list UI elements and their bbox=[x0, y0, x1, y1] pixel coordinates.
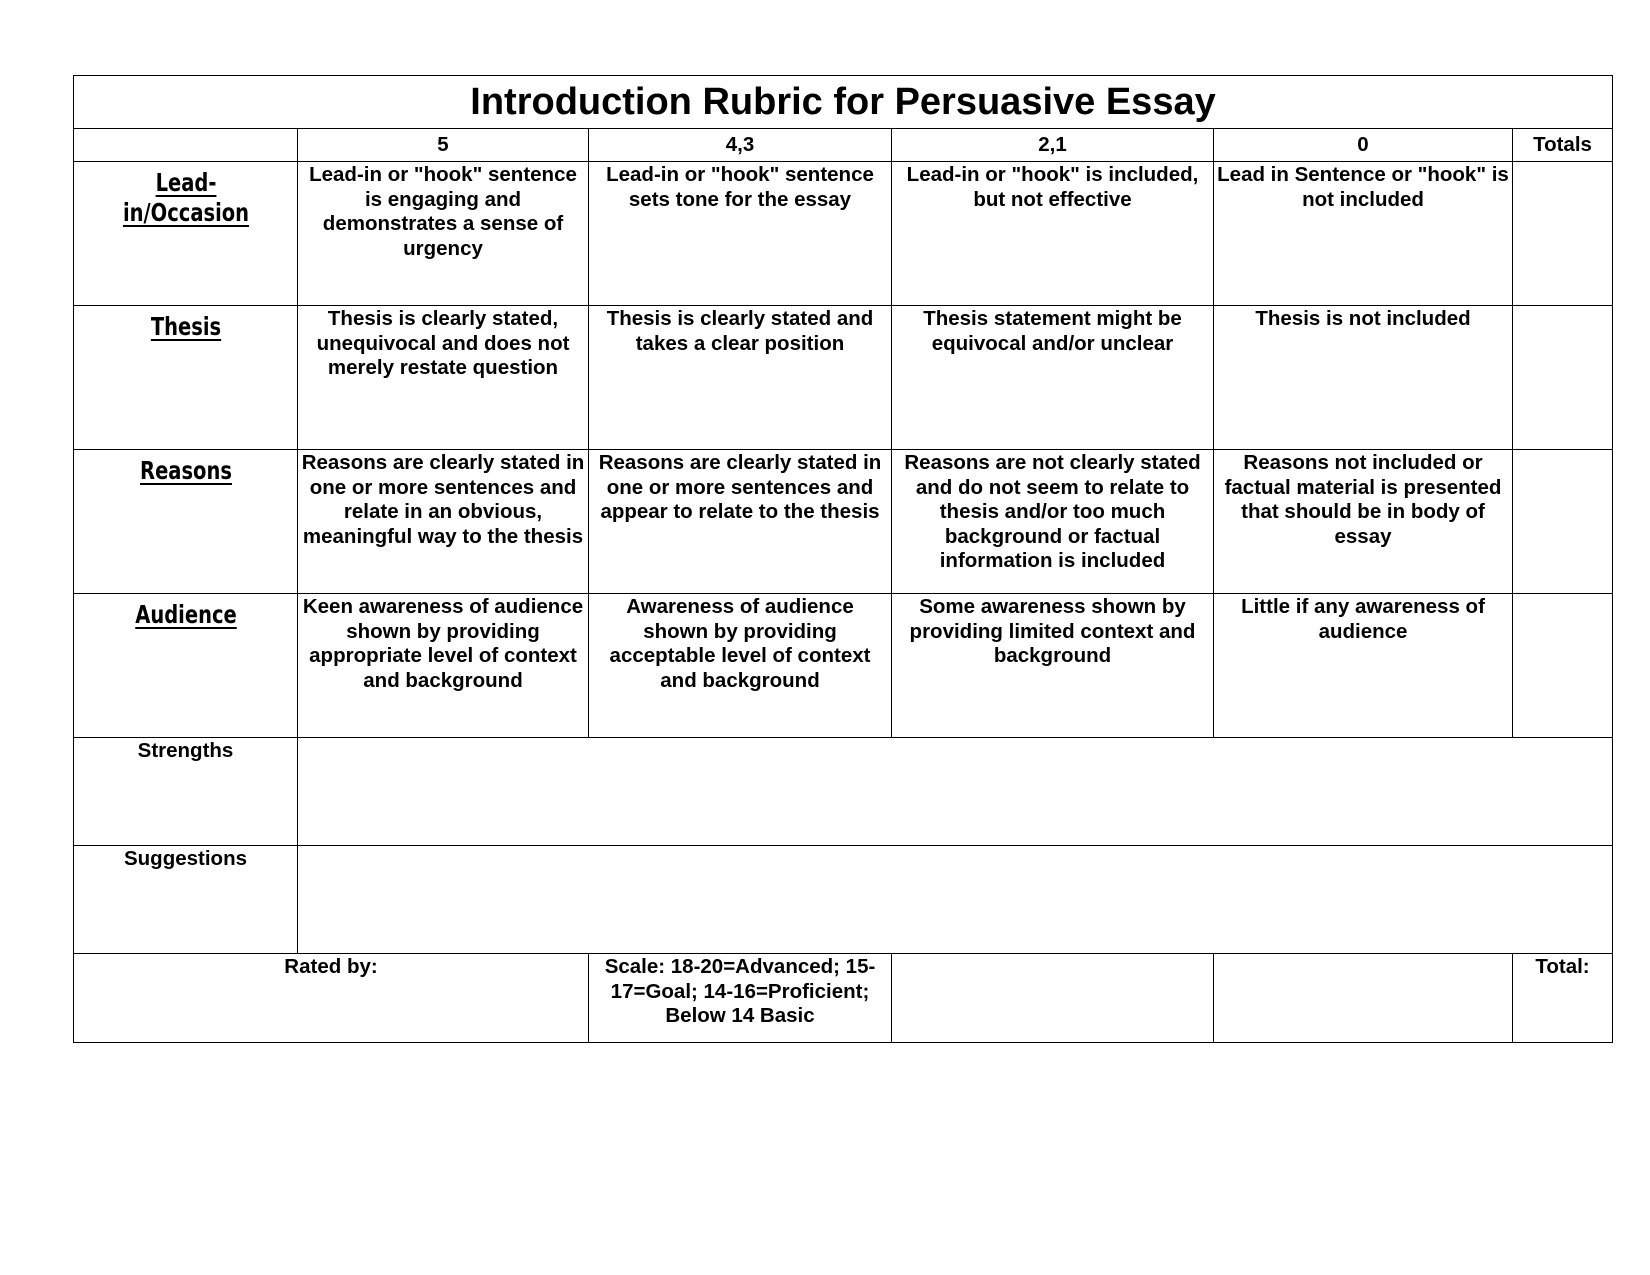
descriptor-cell: Lead in Sentence or "hook" is not included bbox=[1214, 162, 1513, 306]
descriptor-cell: Some awareness shown by providing limited context and background bbox=[892, 594, 1214, 738]
descriptor-cell: Little if any awareness of audience bbox=[1214, 594, 1513, 738]
descriptor-cell: Keen awareness of audience shown by providing appropriate level of context and background bbox=[298, 594, 589, 738]
title-row bbox=[74, 76, 1613, 129]
criterion-row-lead-in bbox=[74, 162, 1613, 306]
descriptor-cell: Lead-in or "hook" sentence sets tone for the essay bbox=[589, 162, 892, 306]
criterion-label-reasons: Reasons bbox=[98, 450, 273, 594]
rated-by-field[interactable]: Rated by: bbox=[74, 954, 589, 1043]
descriptor-cell: Reasons are clearly stated in one or more sentences and relate in an obvious, meaningful way to the thesis bbox=[298, 450, 589, 594]
descriptor-cell: Reasons not included or factual material is presented that should be in body of essay bbox=[1214, 450, 1513, 594]
descriptor-cell: Thesis is clearly stated and takes a clear position bbox=[589, 306, 892, 450]
criterion-row-audience bbox=[74, 594, 1613, 738]
footer-blank-cell bbox=[892, 954, 1214, 1043]
descriptor-cell: Thesis statement might be equivocal and/or unclear bbox=[892, 306, 1214, 450]
strengths-label: Strengths bbox=[74, 738, 298, 846]
footer-blank-cell bbox=[1214, 954, 1513, 1043]
criterion-total-cell[interactable] bbox=[1513, 162, 1613, 306]
score-header-5: 5 bbox=[298, 129, 589, 162]
descriptor-cell: Reasons are not clearly stated and do not seem to relate to thesis and/or too much background or factual information is included bbox=[892, 450, 1214, 594]
score-header-row bbox=[74, 129, 1613, 162]
descriptor-cell: Lead-in or "hook" is included, but not effective bbox=[892, 162, 1214, 306]
header-blank-cell bbox=[74, 129, 298, 162]
criterion-total-cell[interactable] bbox=[1513, 594, 1613, 738]
descriptor-cell: Awareness of audience shown by providing acceptable level of context and background bbox=[589, 594, 892, 738]
criterion-total-cell[interactable] bbox=[1513, 450, 1613, 594]
criterion-label-lead-in: Lead-in/Occasion bbox=[98, 162, 273, 306]
criterion-label-thesis: Thesis bbox=[98, 306, 273, 450]
descriptor-cell: Reasons are clearly stated in one or more sentences and appear to relate to the thesis bbox=[589, 450, 892, 594]
strengths-row bbox=[74, 738, 1613, 846]
criterion-row-reasons bbox=[74, 450, 1613, 594]
criterion-label-audience: Audience bbox=[98, 594, 273, 738]
rubric-title: Introduction Rubric for Persuasive Essay bbox=[74, 76, 1613, 129]
totals-header: Totals bbox=[1513, 129, 1613, 162]
descriptor-cell: Thesis is not included bbox=[1214, 306, 1513, 450]
scale-note: Scale: 18-20=Advanced; 15-17=Goal; 14-16=Proficient; Below 14 Basic bbox=[589, 954, 892, 1043]
strengths-field[interactable] bbox=[298, 738, 1613, 846]
criterion-row-thesis bbox=[74, 306, 1613, 450]
criterion-total-cell[interactable] bbox=[1513, 306, 1613, 450]
score-header-0: 0 bbox=[1214, 129, 1513, 162]
total-label[interactable]: Total: bbox=[1513, 954, 1613, 1043]
footer-row bbox=[74, 954, 1613, 1043]
descriptor-cell: Thesis is clearly stated, unequivocal and does not merely restate question bbox=[298, 306, 589, 450]
score-header-4-3: 4,3 bbox=[589, 129, 892, 162]
suggestions-label: Suggestions bbox=[74, 846, 298, 954]
suggestions-row bbox=[74, 846, 1613, 954]
rubric-table bbox=[73, 75, 1613, 1043]
descriptor-cell: Lead-in or "hook" sentence is engaging and demonstrates a sense of urgency bbox=[298, 162, 589, 306]
score-header-2-1: 2,1 bbox=[892, 129, 1214, 162]
suggestions-field[interactable] bbox=[298, 846, 1613, 954]
